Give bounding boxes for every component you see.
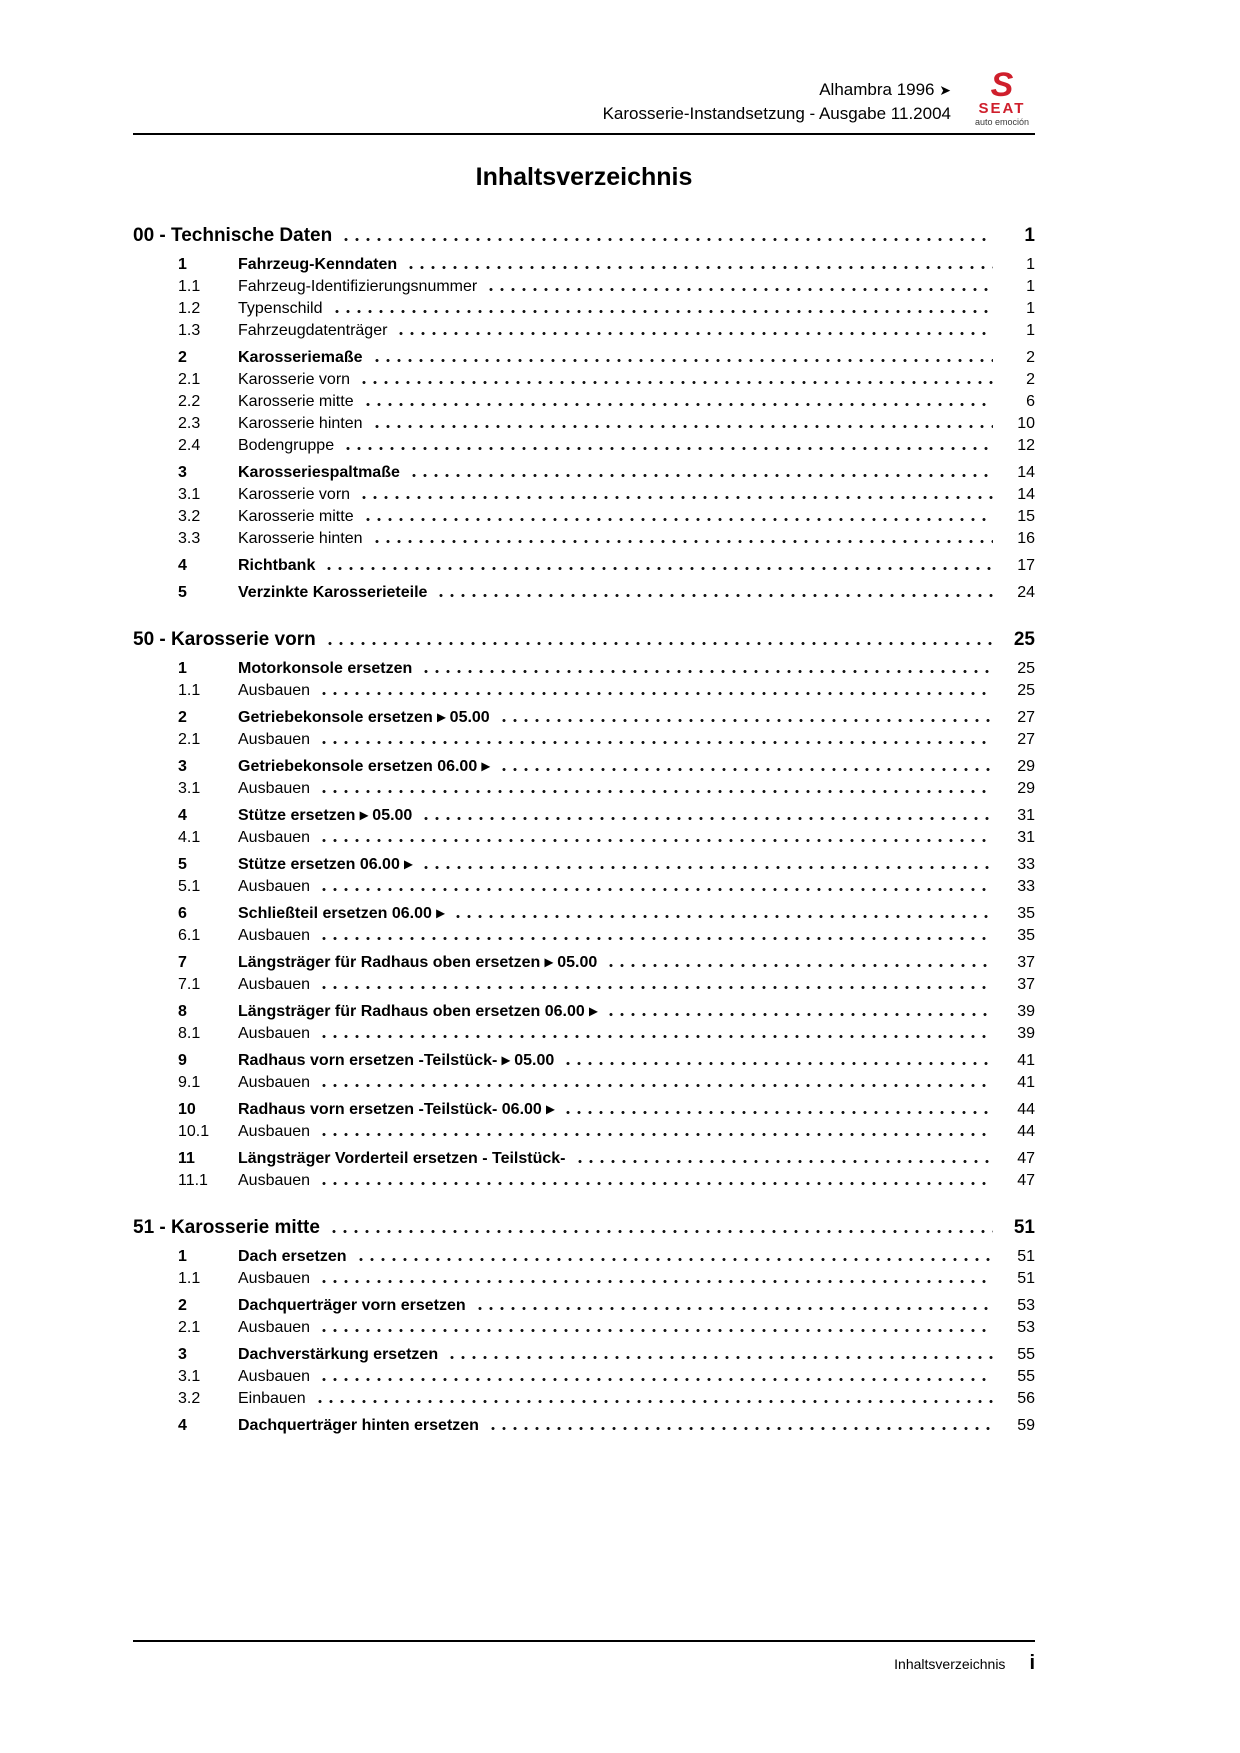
entry-page: 14 [1017, 486, 1035, 503]
dot-leader [322, 790, 993, 793]
toc-entry [133, 369, 1035, 391]
entry-number: 11 [178, 1150, 195, 1167]
dot-leader [456, 915, 993, 918]
entry-label: Ausbauen [238, 1172, 311, 1189]
toc-entry [133, 462, 1035, 484]
entry-label: Ausbauen [238, 976, 311, 993]
header-model-text: Alhambra 1996 [819, 80, 935, 99]
entry-label: Karosseriespaltmaße [238, 464, 400, 481]
entry-number: 2 [178, 1297, 187, 1314]
entry-page: 29 [1017, 780, 1035, 797]
toc-entry [133, 805, 1035, 827]
entry-page: 29 [1017, 758, 1035, 775]
dot-leader [450, 1356, 993, 1359]
entry-page: 2 [1026, 371, 1035, 388]
entry-label: Dachquerträger vorn ersetzen [238, 1297, 466, 1314]
entry-label: Ausbauen [238, 1319, 311, 1336]
entry-page: 2 [1026, 349, 1035, 366]
dot-leader [322, 986, 993, 989]
dot-leader [322, 741, 993, 744]
toc-entry [133, 778, 1035, 800]
dot-leader [318, 1400, 993, 1403]
entry-page: 41 [1017, 1074, 1035, 1091]
entry-label: Ausbauen [238, 1074, 311, 1091]
header-text-block [603, 70, 951, 126]
toc-entry [133, 1344, 1035, 1366]
doc-header [133, 66, 1035, 127]
dot-leader [424, 670, 993, 673]
entry-label: Karosserie mitte [238, 393, 354, 410]
entry-number: 1.1 [178, 682, 201, 699]
dot-leader [578, 1160, 994, 1163]
entry-number: 3 [178, 1346, 187, 1363]
entry-label: Radhaus vorn ersetzen -Teilstück- ▸ 05.00 [238, 1052, 555, 1069]
entry-page: 33 [1017, 878, 1035, 895]
entry-page: 31 [1017, 807, 1035, 824]
toc-entry [133, 876, 1035, 898]
header-model-line [603, 78, 951, 102]
dot-leader [375, 425, 993, 428]
entry-label: Dachverstärkung ersetzen [238, 1346, 439, 1363]
entry-number: 5 [178, 856, 187, 873]
entry-label: Längsträger Vorderteil ersetzen - Teilstück- [238, 1150, 566, 1167]
dot-leader [322, 692, 993, 695]
dot-leader [375, 540, 993, 543]
entry-label: Bodengruppe [238, 437, 335, 454]
entry-page: 56 [1017, 1390, 1035, 1407]
entry-number: 3.2 [178, 508, 201, 525]
entry-number: 1.1 [178, 1270, 201, 1287]
entry-number: 3.3 [178, 530, 201, 547]
entry-number: 2.4 [178, 437, 201, 454]
entry-page: 53 [1017, 1319, 1035, 1336]
toc-entry [133, 1023, 1035, 1045]
entry-number: 4 [178, 557, 187, 574]
toc-section [133, 1214, 1035, 1437]
header-subtitle: Karosserie-Instandsetzung - Ausgabe 11.2004 [602, 104, 951, 123]
entry-number: 10.1 [178, 1123, 210, 1140]
entry-label: Karosserie hinten [238, 530, 363, 547]
entry-number: 8 [178, 1003, 187, 1020]
dot-leader [491, 1427, 993, 1430]
dot-leader [322, 1035, 993, 1038]
page-footer [133, 1640, 1035, 1675]
toc-entry [133, 254, 1035, 276]
entry-label: Radhaus vorn ersetzen -Teilstück- 06.00 ▸ [238, 1101, 555, 1118]
entry-number: 3.1 [178, 780, 201, 797]
entry-page: 16 [1017, 530, 1035, 547]
section-title: 50 - Karosserie vorn [133, 629, 316, 650]
dot-leader [412, 474, 993, 477]
entry-number: 11.1 [178, 1172, 208, 1189]
dot-leader [366, 518, 993, 521]
dot-leader [335, 310, 994, 313]
entry-page: 44 [1017, 1101, 1035, 1118]
entry-page: 1 [1026, 300, 1035, 317]
toc [133, 222, 1035, 1437]
entry-page: 35 [1017, 905, 1035, 922]
toc-entry [133, 1388, 1035, 1410]
toc-entry [133, 484, 1035, 506]
entry-page: 47 [1017, 1172, 1035, 1189]
toc-entry [133, 925, 1035, 947]
entry-number: 1.2 [178, 300, 201, 317]
entry-number: 1 [178, 660, 187, 677]
entry-page: 27 [1017, 731, 1035, 748]
entry-label: Ausbauen [238, 780, 311, 797]
dot-leader [478, 1307, 993, 1310]
seat-s-icon: S [990, 66, 1014, 104]
entry-page: 6 [1026, 393, 1035, 410]
entry-number: 2.1 [178, 371, 201, 388]
section-title: 00 - Technische Daten [133, 225, 333, 246]
toc-entry [133, 1072, 1035, 1094]
entry-number: 1 [178, 256, 187, 273]
entry-number: 2.1 [178, 1319, 201, 1336]
entry-page: 47 [1017, 1150, 1035, 1167]
entry-number: 7 [178, 954, 187, 971]
dot-leader [609, 964, 993, 967]
toc-entry [133, 582, 1035, 604]
entry-page: 59 [1017, 1417, 1035, 1434]
entry-page: 39 [1017, 1025, 1035, 1042]
dot-leader [609, 1013, 993, 1016]
toc-entry [133, 903, 1035, 925]
dot-leader [424, 866, 993, 869]
dot-leader [502, 768, 993, 771]
entry-number: 2.2 [178, 393, 201, 410]
footer-row [133, 1642, 1035, 1675]
toc-entry [133, 1366, 1035, 1388]
entry-number: 4.1 [178, 829, 201, 846]
toc-entry [133, 298, 1035, 320]
entry-label: Fahrzeug-Identifizierungsnummer [238, 278, 478, 295]
entry-label: Karosseriemaße [238, 349, 363, 366]
entry-label: Karosserie mitte [238, 508, 354, 525]
toc-entry [133, 1415, 1035, 1437]
footer-label: Inhaltsverzeichnis [894, 1656, 1006, 1672]
entry-label: Motorkonsole ersetzen [238, 660, 413, 677]
entry-label: Karosserie hinten [238, 415, 363, 432]
entry-number: 5.1 [178, 878, 201, 895]
toc-entry [133, 707, 1035, 729]
entry-label: Einbauen [238, 1390, 306, 1407]
entry-label: Stütze ersetzen ▸ 05.00 [238, 807, 413, 824]
dot-leader [366, 403, 993, 406]
toc-entry [133, 854, 1035, 876]
entry-label: Fahrzeugdatenträger [238, 322, 388, 339]
entry-label: Ausbauen [238, 1270, 311, 1287]
toc-entry [133, 320, 1035, 342]
toc-entry [133, 506, 1035, 528]
dot-leader [322, 1329, 993, 1332]
dot-leader [346, 447, 993, 450]
entry-page: 51 [1017, 1248, 1035, 1265]
entry-page: 1 [1026, 322, 1035, 339]
entry-label: Ausbauen [238, 731, 311, 748]
dot-leader [502, 719, 993, 722]
entry-page: 12 [1017, 437, 1035, 454]
entry-label: Ausbauen [238, 829, 311, 846]
dot-leader [489, 288, 993, 291]
dot-leader [566, 1062, 993, 1065]
toc-entry [133, 1148, 1035, 1170]
dot-leader [328, 642, 993, 645]
section-page: 1 [1024, 225, 1035, 246]
entry-page: 1 [1026, 256, 1035, 273]
toc-entry [133, 1295, 1035, 1317]
header-rule [133, 133, 1035, 135]
entry-page: 31 [1017, 829, 1035, 846]
dot-leader [375, 359, 993, 362]
toc-entry [133, 729, 1035, 751]
toc-section [133, 626, 1035, 1192]
dot-leader [399, 332, 993, 335]
dot-leader [322, 1133, 993, 1136]
entry-page: 15 [1017, 508, 1035, 525]
entry-label: Längsträger für Radhaus oben ersetzen ▸ 05.00 [238, 954, 598, 971]
dot-leader [322, 1084, 993, 1087]
dot-leader [327, 567, 993, 570]
dot-leader [359, 1258, 994, 1261]
toc-entry [133, 1001, 1035, 1023]
toc-entry [133, 1170, 1035, 1192]
toc-entry [133, 1050, 1035, 1072]
entry-page: 1 [1026, 278, 1035, 295]
toc-entry [133, 555, 1035, 577]
entry-page: 33 [1017, 856, 1035, 873]
entry-label: Getriebekonsole ersetzen ▸ 05.00 [238, 709, 490, 726]
toc-section-header [133, 626, 1035, 653]
entry-number: 7.1 [178, 976, 201, 993]
toc-entry [133, 347, 1035, 369]
dot-leader [322, 1182, 993, 1185]
seat-logo-tagline: auto emoción [974, 117, 1030, 127]
dot-leader [362, 496, 993, 499]
entry-page: 14 [1017, 464, 1035, 481]
dot-leader [332, 1230, 993, 1233]
dot-leader [566, 1111, 993, 1114]
dot-leader [322, 839, 993, 842]
footer-page-number: i [1029, 1652, 1035, 1674]
entry-label: Richtbank [238, 557, 316, 574]
entry-number: 10 [178, 1101, 196, 1118]
entry-page: 25 [1017, 682, 1035, 699]
entry-page: 53 [1017, 1297, 1035, 1314]
page-title: Inhaltsverzeichnis [475, 163, 693, 191]
entry-label: Karosserie vorn [238, 371, 351, 388]
entry-number: 1.3 [178, 322, 201, 339]
entry-number: 1.1 [178, 278, 201, 295]
toc-entry [133, 276, 1035, 298]
dot-leader [322, 888, 993, 891]
entry-number: 6 [178, 905, 187, 922]
entry-label: Stütze ersetzen 06.00 ▸ [238, 856, 413, 873]
entry-page: 44 [1017, 1123, 1035, 1140]
section-page: 25 [1013, 629, 1035, 650]
entry-number: 3.1 [178, 486, 201, 503]
entry-page: 39 [1017, 1003, 1035, 1020]
toc-section [133, 222, 1035, 604]
entry-label: Ausbauen [238, 1025, 311, 1042]
entry-number: 2 [178, 709, 187, 726]
toc-entry [133, 1317, 1035, 1339]
entry-label: Ausbauen [238, 1368, 311, 1385]
toc-entry [133, 952, 1035, 974]
toc-entry [133, 413, 1035, 435]
entry-page: 27 [1017, 709, 1035, 726]
section-title: 51 - Karosserie mitte [133, 1217, 320, 1238]
entry-label: Längsträger für Radhaus oben ersetzen 06.00 ▸ [238, 1003, 598, 1020]
entry-number: 3.1 [178, 1368, 201, 1385]
entry-number: 9.1 [178, 1074, 201, 1091]
toc-entry [133, 1268, 1035, 1290]
entry-label: Ausbauen [238, 1123, 311, 1140]
entry-page: 37 [1017, 954, 1035, 971]
entry-label: Ausbauen [238, 878, 311, 895]
entry-page: 10 [1017, 415, 1035, 432]
entry-number: 1 [178, 1248, 187, 1265]
entry-label: Ausbauen [238, 682, 311, 699]
entry-page: 25 [1017, 660, 1035, 677]
dot-leader [362, 381, 993, 384]
entry-number: 9 [178, 1052, 187, 1069]
entry-number: 2.1 [178, 731, 201, 748]
dot-leader [344, 238, 993, 241]
entry-page: 35 [1017, 927, 1035, 944]
entry-label: Dachquerträger hinten ersetzen [238, 1417, 479, 1434]
entry-label: Dach ersetzen [238, 1248, 347, 1265]
dot-leader [439, 594, 993, 597]
entry-label: Karosserie vorn [238, 486, 351, 503]
entry-number: 5 [178, 584, 187, 601]
entry-number: 3 [178, 758, 187, 775]
entry-page: 41 [1017, 1052, 1035, 1069]
dot-leader [322, 1280, 993, 1283]
toc-entry [133, 680, 1035, 702]
entry-number: 4 [178, 1417, 187, 1434]
toc-entry [133, 974, 1035, 996]
toc-section-header [133, 1214, 1035, 1241]
seat-logo [969, 66, 1035, 127]
entry-page: 55 [1017, 1368, 1035, 1385]
entry-label: Getriebekonsole ersetzen 06.00 ▸ [238, 758, 490, 775]
entry-number: 3 [178, 464, 187, 481]
toc-entry [133, 435, 1035, 457]
entry-number: 2.3 [178, 415, 201, 432]
toc-entry [133, 1246, 1035, 1268]
entry-page: 51 [1017, 1270, 1035, 1287]
entry-label: Ausbauen [238, 927, 311, 944]
entry-number: 3.2 [178, 1390, 201, 1407]
dot-leader [322, 937, 993, 940]
toc-entry [133, 827, 1035, 849]
entry-page: 37 [1017, 976, 1035, 993]
entry-page: 55 [1017, 1346, 1035, 1363]
entry-number: 2 [178, 349, 187, 366]
right-arrow-icon: ➤ [939, 82, 951, 98]
toc-entry [133, 756, 1035, 778]
entry-label: Fahrzeug-Kenndaten [238, 256, 398, 273]
dot-leader [409, 266, 993, 269]
section-page: 51 [1013, 1217, 1035, 1238]
entry-label: Schließteil ersetzen 06.00 ▸ [238, 905, 445, 922]
entry-number: 6.1 [178, 927, 201, 944]
toc-entry [133, 391, 1035, 413]
toc-entry [133, 1099, 1035, 1121]
seat-logo-brand: SEAT [978, 100, 1026, 117]
entry-label: Typenschild [238, 300, 323, 317]
toc-entry [133, 1121, 1035, 1143]
entry-page: 17 [1017, 557, 1035, 574]
toc-entry [133, 658, 1035, 680]
toc-section-header [133, 222, 1035, 249]
entry-page: 24 [1017, 584, 1035, 601]
entry-label: Verzinkte Karosserieteile [238, 584, 428, 601]
dot-leader [424, 817, 993, 820]
toc-entry [133, 528, 1035, 550]
entry-number: 8.1 [178, 1025, 201, 1042]
dot-leader [322, 1378, 993, 1381]
entry-number: 4 [178, 807, 187, 824]
